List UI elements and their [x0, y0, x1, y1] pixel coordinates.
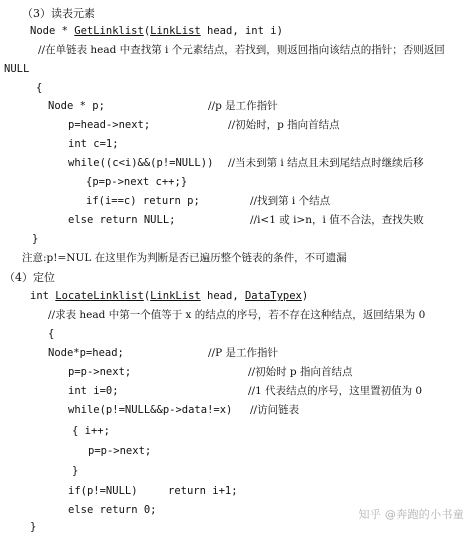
s3-comment-else: //i<1 或 i>n，i 值不合法，查找失败: [250, 214, 424, 226]
watermark-text: 知乎 @奔跑的小书童: [358, 508, 464, 521]
s3-comment-p-init: //初始时，p 指向首结点: [228, 119, 340, 131]
s4-signature: [30, 291, 308, 302]
s3-signature-rest: head, int i): [200, 25, 283, 37]
s4-param-type: LinkList: [150, 290, 201, 302]
s3-line-node: Node * p;: [48, 100, 105, 112]
s3-note: 注意:p!=NUL 在这里作为判断是否已遍历整个链表的条件，不可遗漏: [22, 252, 347, 264]
section-4-heading: （4）定位: [4, 271, 55, 284]
s3-brace-close: }: [32, 233, 39, 245]
s3-line-while: while((c<i)&&(p!=NULL)): [68, 157, 214, 169]
s4-line-inner-open: { i++;: [72, 425, 110, 437]
s3-line-p-init: p=head->next;: [68, 119, 151, 131]
s3-brace-open: {: [36, 82, 43, 94]
s4-line-i: int i=0;: [68, 385, 119, 397]
s4-comment-while: //访问链表: [250, 404, 300, 416]
s4-line-inner-close: }: [72, 465, 79, 477]
s4-comment-p-init: //初始时 p 指向首结点: [248, 366, 353, 378]
s3-comment-node: //p 是工作指针: [208, 100, 278, 112]
s4-paren-open: (: [143, 290, 151, 302]
s3-paren-open: (: [143, 25, 151, 37]
s4-line-if-return: return i+1;: [168, 485, 238, 497]
s3-param-type: LinkList: [150, 25, 201, 37]
s3-signature-prefix: Node *: [30, 25, 75, 37]
s3-line-c: int c=1;: [68, 138, 119, 150]
s4-line-else: else return 0;: [68, 504, 157, 516]
s4-comment-1: //求表 head 中第一个值等于 x 的结点的序号，若不存在这种结点，返回结果为 0: [48, 309, 426, 321]
s4-comment-i: //1 代表结点的序号，这里置初值为 0: [248, 385, 423, 397]
s4-paren-close: ): [301, 290, 309, 302]
s3-signature: [30, 26, 283, 37]
s3-comment-1-cont: NULL: [4, 63, 30, 75]
s3-comment-1: //在单链表 head 中查找第 i 个元素结点，若找到，则返回指向该结点的指针；否则返回: [38, 44, 445, 56]
s4-comment-node: //P 是工作指针: [208, 347, 278, 359]
s3-comment-while: //当未到第 i 结点且未到尾结点时继续后移: [228, 157, 424, 169]
s4-param-mid: head,: [200, 290, 245, 302]
s4-line-node: Node*p=head;: [48, 347, 124, 359]
s4-brace-close: }: [30, 521, 37, 533]
s3-line-else: else return NULL;: [68, 214, 176, 226]
s4-line-while: while(p!=NULL&&p->data!=x): [68, 404, 233, 416]
section-3-heading: （3）读表元素: [22, 7, 95, 20]
s4-signature-prefix: int: [30, 290, 56, 302]
s4-line-inner-next: p=p->next;: [88, 445, 152, 457]
s4-func-name: LocateLinklist: [55, 290, 144, 302]
s3-line-if: if(i==c) return p;: [86, 195, 200, 207]
s3-comment-if: //找到第 i 个结点: [250, 195, 331, 207]
s4-line-p-init: p=p->next;: [68, 366, 132, 378]
s3-line-body: {p=p->next c++;}: [86, 176, 188, 188]
s4-brace-open: {: [48, 328, 55, 340]
s4-param-type2: DataTypex: [244, 290, 302, 302]
s3-func-name: GetLinklist: [74, 25, 144, 37]
s4-line-if: if(p!=NULL): [68, 485, 138, 497]
